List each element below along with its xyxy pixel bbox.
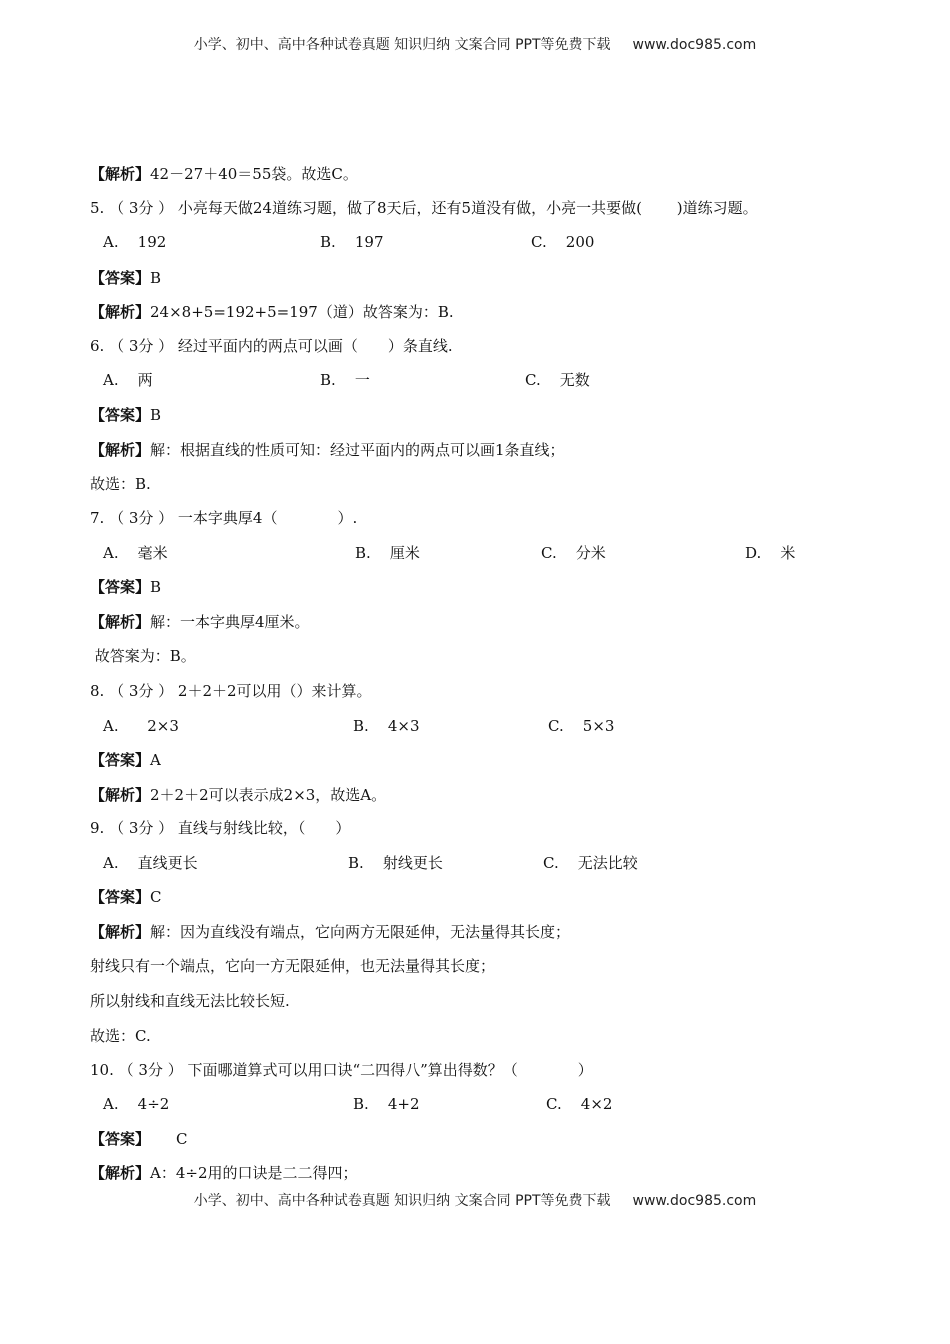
answer-7 [90,577,161,597]
answer-text: B [150,578,162,596]
q9-option-c: C. 无法比较 [543,854,638,872]
answer-8 [90,750,161,770]
answer-9 [90,887,162,907]
q9-option-a: A. 直线更长 [103,854,198,872]
q8-option-a: A. 2×3 [103,717,179,735]
page-header [0,34,950,54]
question-5: 5. （ 3分 ） 小亮每天做24道练习题，做了8天后，还有5道没有做，小亮一共要做( )道练习题。 [90,199,758,217]
analysis-text: 解：根据直线的性质可知：经过平面内的两点可以画1条直线； [150,441,565,459]
analysis-8 [90,785,386,805]
q5-option-b: B. 197 [320,233,384,251]
analysis-9-line4: 故选：C. [90,1027,151,1045]
answer-text: C [150,888,162,906]
q7-option-b: B. 厘米 [355,544,420,562]
analysis-tag: 【解析】 [90,1164,151,1182]
analysis-text: 24×8+5=192+5=197（道）故答案为：B. [150,303,454,321]
analysis-tag: 【解析】 [90,613,151,631]
question-7: 7. （ 3分 ） 一本字典厚4（ ）. [90,509,358,527]
q7-option-d: D. 米 [745,544,796,562]
analysis-text: 42－27＋40＝55袋。故选C。 [150,165,358,183]
header-url[interactable]: www.doc985.com [632,37,757,53]
analysis-10 [90,1163,358,1183]
q7-option-c: C. 分米 [541,544,606,562]
q7-option-a: A. 毫米 [103,544,168,562]
analysis-4 [90,164,358,184]
analysis-9-line2: 射线只有一个端点，它向一方无限延伸，也无法量得其长度； [90,957,496,975]
header-text: 小学、初中、高中各种试卷真题 知识归纳 文案合同 PPT等免费下载 [193,37,611,53]
answer-tag: 【答案】 [90,406,151,424]
analysis-7 [90,612,310,632]
analysis-9-line3: 所以射线和直线无法比较长短. [90,992,290,1010]
answer-text: B [150,406,162,424]
question-10: 10. （ 3分 ） 下面哪道算式可以用口诀“二四得八”算出得数？（ ） [90,1061,593,1079]
q5-option-a: A. 192 [103,233,167,251]
analysis-9 [90,922,570,942]
q9-option-b: B. 射线更长 [348,854,443,872]
answer-tag: 【答案】 [90,578,151,596]
analysis-tag: 【解析】 [90,923,151,941]
q5-option-c: C. 200 [531,233,595,251]
q10-option-b: B. 4+2 [353,1095,420,1113]
q10-option-a: A. 4÷2 [103,1095,170,1113]
analysis-text: 解：因为直线没有端点，它向两方无限延伸，无法量得其长度； [150,923,571,941]
analysis-text: 2＋2＋2可以表示成2×3，故选A。 [150,786,387,804]
answer-5 [90,268,161,288]
question-9: 9. （ 3分 ） 直线与射线比较，（ ） [90,819,351,837]
answer-tag: 【答案】 [90,269,151,287]
answer-6 [90,405,161,425]
page-footer [0,1190,950,1210]
q6-option-a: A. 两 [103,371,153,389]
analysis-tag: 【解析】 [90,441,151,459]
answer-text: C [176,1130,188,1148]
analysis-tag: 【解析】 [90,165,151,183]
analysis-text: 解：一本字典厚4厘米。 [150,613,310,631]
analysis-tag: 【解析】 [90,786,151,804]
answer-tag: 【答案】 [90,1130,151,1148]
answer-tag: 【答案】 [90,888,151,906]
q6-option-b: B. 一 [320,371,370,389]
answer-tag: 【答案】 [90,751,151,769]
q10-option-c: C. 4×2 [546,1095,613,1113]
q8-option-b: B. 4×3 [353,717,420,735]
analysis-6-cont: 故选：B. [90,475,151,493]
q8-option-c: C. 5×3 [548,717,615,735]
footer-text: 小学、初中、高中各种试卷真题 知识归纳 文案合同 PPT等免费下载 [193,1193,611,1209]
answer-10 [90,1129,188,1149]
question-6: 6. （ 3分 ） 经过平面内的两点可以画（ ）条直线. [90,337,453,355]
analysis-tag: 【解析】 [90,303,151,321]
question-8: 8. （ 3分 ） 2＋2＋2可以用（）来计算。 [90,682,372,700]
analysis-5 [90,302,454,322]
answer-text: B [150,269,162,287]
q6-option-c: C. 无数 [525,371,590,389]
analysis-7-cont: 故答案为：B。 [90,647,196,665]
footer-url[interactable]: www.doc985.com [632,1193,757,1209]
analysis-6 [90,440,565,460]
analysis-text: A：4÷2用的口诀是二二得四； [150,1164,358,1182]
answer-text: A [150,751,161,769]
